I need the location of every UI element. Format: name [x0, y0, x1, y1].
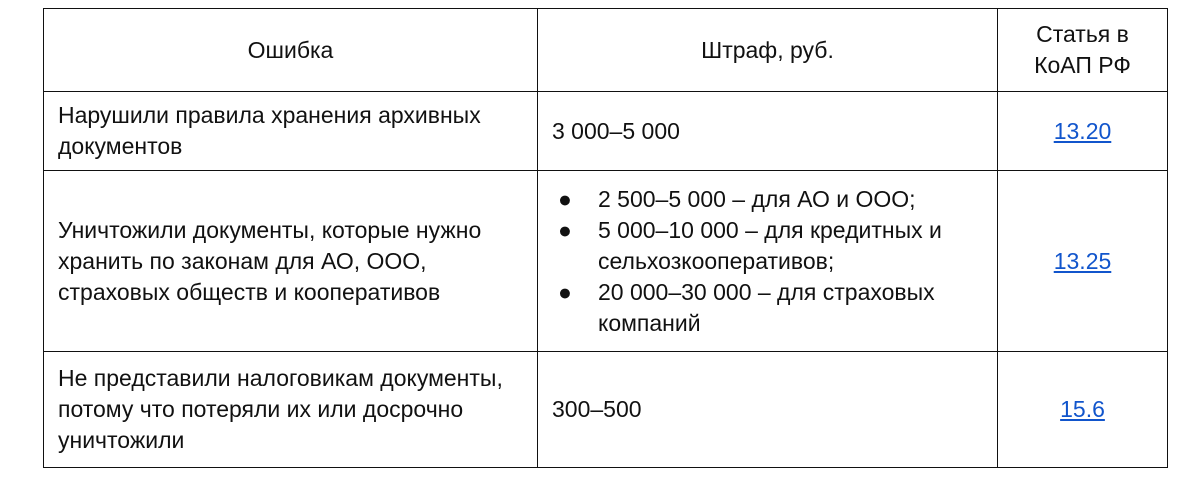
table-row	[44, 352, 1168, 468]
fine-list-item-text: 5 000–10 000 – для кредитных и сельхозкооперативов;	[598, 216, 942, 274]
fine-list-item-text: 20 000–30 000 – для страховых компаний	[598, 278, 935, 336]
article-cell	[998, 92, 1168, 171]
bullet-icon: ●	[558, 185, 572, 212]
fine-list	[552, 184, 983, 339]
fine-text: 3 000–5 000	[552, 117, 680, 144]
fine-cell	[538, 171, 998, 352]
header-error: Ошибка	[44, 9, 538, 92]
table-row	[44, 171, 1168, 352]
article-link[interactable]: 15.6	[1060, 396, 1105, 422]
bullet-icon: ●	[558, 216, 572, 243]
fine-list-item-text: 2 500–5 000 – для АО и ООО;	[598, 185, 916, 212]
header-article: Статья в КоАП РФ	[998, 9, 1168, 92]
bullet-icon: ●	[558, 278, 572, 305]
fine-cell	[538, 92, 998, 171]
fine-cell	[538, 352, 998, 468]
error-cell: Уничтожили документы, которые нужно хранить по законам для АО, ООО, страховых обществ и кооперативов	[44, 171, 538, 352]
article-cell	[998, 352, 1168, 468]
table-row	[44, 92, 1168, 171]
fine-text: 300–500	[552, 396, 642, 422]
article-link[interactable]: 13.20	[1053, 117, 1112, 144]
fine-list-item	[558, 184, 983, 215]
error-cell: Не представили налоговикам документы, потому что потеряли их или досрочно уничтожили	[44, 352, 538, 468]
fine-list-item	[558, 215, 983, 277]
table-header-row	[44, 9, 1168, 92]
fine-list-item	[558, 277, 983, 339]
header-fine: Штраф, руб.	[538, 9, 998, 92]
article-cell	[998, 171, 1168, 352]
article-link[interactable]: 13.25	[1053, 247, 1112, 274]
fines-table	[43, 8, 1168, 468]
error-cell: Нарушили правила хранения архивных документов	[44, 92, 538, 171]
